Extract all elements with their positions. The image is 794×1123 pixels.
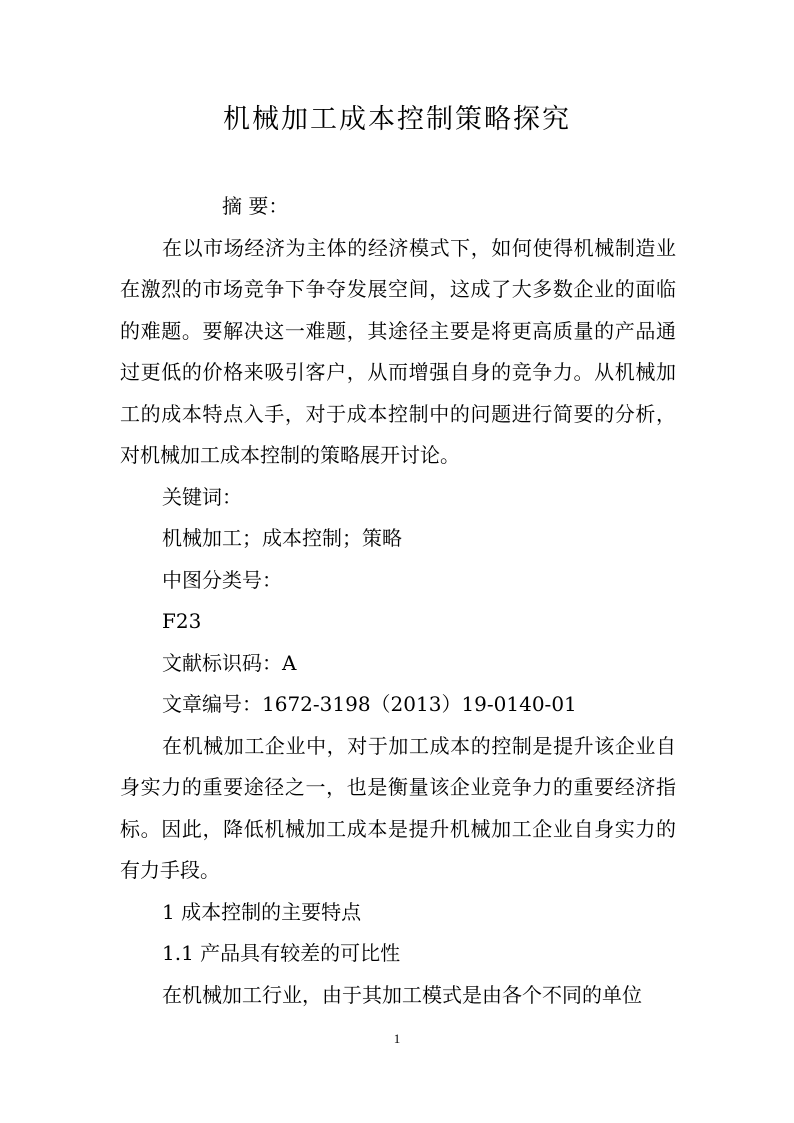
intro-paragraph: 在机械加工企业中，对于加工成本的控制是提升该企业自身实力的重要途径之一，也是衡量该企业竞争力的重要经济指标。因此，降低机械加工成本是提升机械加工企业自身实力的有力手段。: [120, 733, 676, 882]
clc-label: 中图分类号：: [162, 567, 282, 592]
page-number: 1: [393, 1031, 401, 1046]
article-number: 文章编号：1672-3198（2013）19-0140-01: [162, 692, 577, 716]
abstract-label: 摘 要：: [222, 194, 289, 218]
page-title: 机械加工成本控制策略探究: [223, 104, 571, 135]
section-heading-1-1: 1.1 产品具有较差的可比性: [162, 941, 401, 965]
document-body: [120, 186, 676, 1016]
abstract-paragraph: 在以市场经济为主体的经济模式下，如何使得机械制造业在激烈的市场竞争下争夺发展空间，这成了大多数企业的面临的难题。要解决这一难题，其途径主要是将更高质量的产品通过更低的价格来吸引客户，从而增强自身的竞争力。从机械加工的成本特点入手，对于成本控制中的问题进行简要的分析，对机械加工成本控制的策略展开讨论。: [120, 235, 676, 467]
document-code: 文献标识码：A: [162, 650, 297, 675]
section-1-1-paragraph: 在机械加工行业，由于其加工模式是由各个不同的单位: [162, 982, 642, 1007]
clc-value: F23: [162, 609, 202, 633]
keywords-value: 机械加工；成本控制；策略: [162, 526, 402, 550]
keywords-label: 关键词：: [162, 484, 242, 509]
section-heading-1: 1 成本控制的主要特点: [162, 899, 362, 924]
